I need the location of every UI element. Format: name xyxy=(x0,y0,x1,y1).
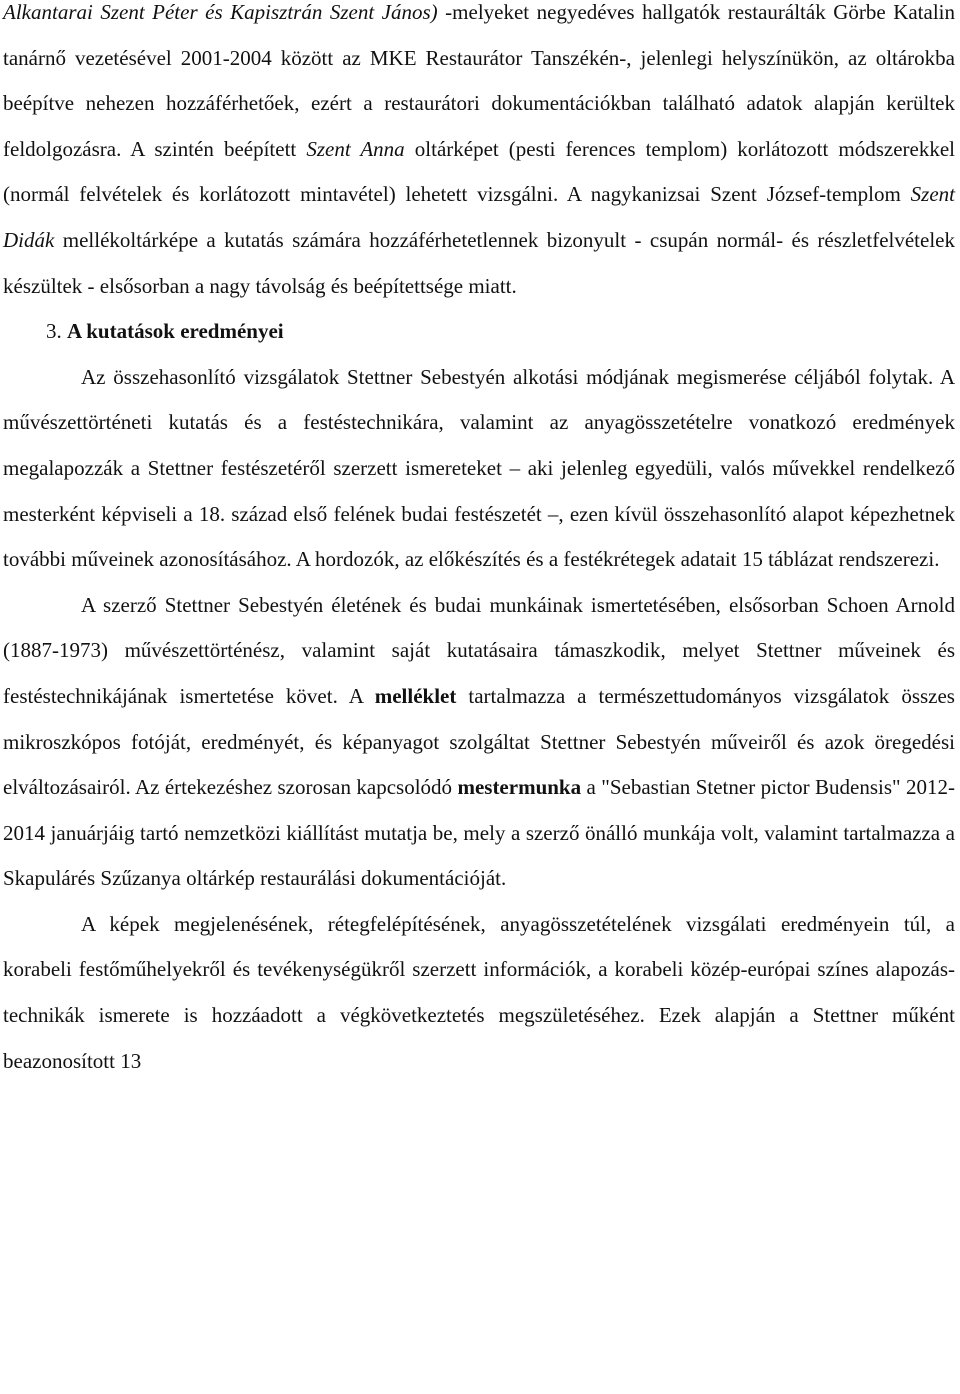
text-run: mellékoltárképe a kutatás számára hozzáférhetetlennek bizonyult - csupán normál- és részletfelvételek készültek - elsősorban a nagy távolság és beépítettsége miatt. xyxy=(3,227,955,298)
section-heading xyxy=(3,309,955,355)
paragraph-restoration-sources xyxy=(3,0,955,309)
section-number: 3. xyxy=(46,319,67,344)
bold-term-appendix: melléklet xyxy=(374,683,457,708)
bold-term-masterwork: mestermunka xyxy=(457,775,582,800)
italic-painting-title: Szent Anna xyxy=(306,136,405,161)
paragraph-conclusions: A képek megjelenésének, rétegfelépítésének, anyagösszetételének vizsgálati eredményein túl, a korabeli festőműhelyekről és tevékenységükről szerzett információk, a korabeli közép-európai színes alapozás-technikák ismerete is hozzáadott a végkövetkeztetés megszületéséhez. Ezek alapján a Stettner műként beazonosított 13 xyxy=(3,911,955,1073)
text-run: tartalmazza a természettudományos vizsgálatok összes mikroszkópos fotóját, eredményét, és képanyagot szolgáltat Stettner Sebestyén műveiről és azok öregedési elváltozásairól. Az értekezéshez szorosan kapcsolódó xyxy=(3,683,955,800)
text-run: -melyeket negyedéves hallgatók restaurálták Görbe Katalin tanárnő vezetésével 2001-2004 között az MKE Restaurátor Tanszékén-, jelenlegi helyszínükön, az oltárokba beépítve nehezen hozzáférhetőek, ezért a restaurátori dokumentációkban található adatok alapján kerültek feldolgozásra. A szintén beépített xyxy=(3,0,955,161)
section-title: A kutatások eredményei xyxy=(67,319,284,344)
paragraph-results: Az összehasonlító vizsgálatok Stettner Sebestyén alkotási módjának megismerése céljából folytak. A művészettörténeti kutatás és a festéstechnikára, valamint az anyagösszetételre vonatkozó eredmények megalapozzák a Stettner festészetéről szerzett ismereteket – aki jelenleg egyedüli, valós művekkel rendelkező mesterként képviseli a 18. század első felének budai festészetét –, ezen kívül összehasonlító alapot képezhetnek további műveinek azonosításához. A hordozók, az előkészítés és a festékrétegek adatait 15 táblázat rendszerezi. xyxy=(3,364,955,572)
text-run: a "Sebastian Stetner pictor Budensis" 2012-2014 januárjáig tartó nemzetközi kiállítást mutatja be, mely a szerző önálló munkája volt, valamint tartalmazza a Skapulárés Szűzanya oltárkép restaurálási dokumentációját. xyxy=(3,775,955,891)
text-run: oltárképet (pesti ferences templom) korlátozott módszerekkel (normál felvételek és korlátozott mintavétel) lehetett vizsgálni. A nagykanizsai Szent József-templom xyxy=(3,136,955,207)
text-run: A szerző Stettner Sebestyén életének és budai munkáinak ismertetésében, elsősorban Schoen Arnold (1887-1973) művészettörténész, valamint saját kutatásaira támaszkodik, melyet Stettner műveinek és festéstechnikájának ismertetése követ. A xyxy=(3,592,955,708)
italic-saint-names: Alkantarai Szent Péter és Kapisztrán Szent János) xyxy=(3,0,438,24)
italic-painting-title: Szent Didák xyxy=(3,182,955,252)
paragraph-author-sources xyxy=(3,583,955,902)
document-page xyxy=(3,0,955,1084)
